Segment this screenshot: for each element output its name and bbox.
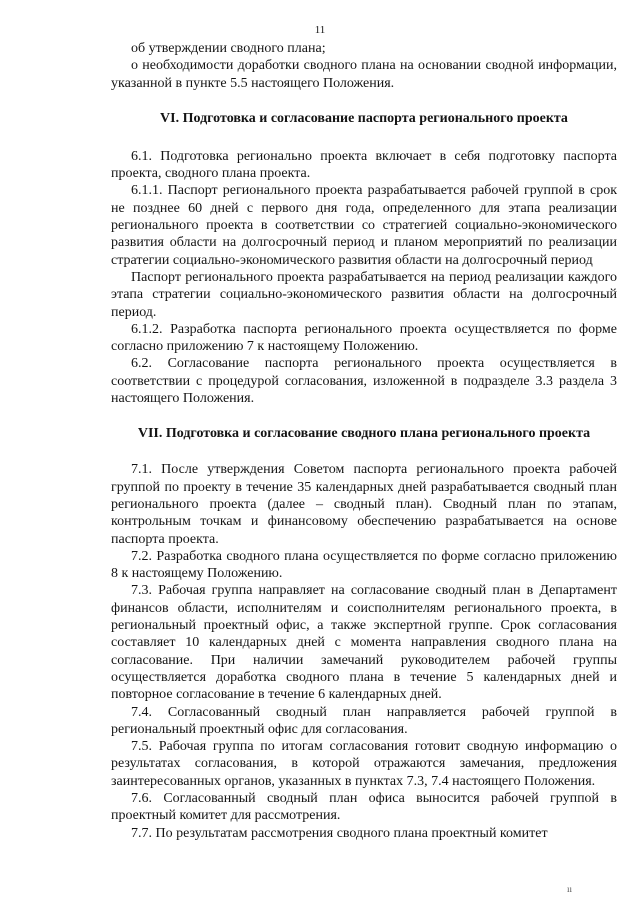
paragraph: 7.6. Согласованный сводный план офиса выносится рабочей группой в проектный комитет для рассмотрения. bbox=[111, 790, 617, 824]
paragraph: 6.2. Согласование паспорта регионального проекта осуществляется в соответствии с процедурой согласования, изложенной в подразделе 3.3 раздела 3 настоящего Положения. bbox=[111, 356, 617, 407]
section-heading: VI. Подготовка и согласование паспорта регионального проекта bbox=[160, 110, 568, 126]
paragraph: 7.3. Рабочая группа направляет на согласование сводный план в Департамент финансов области, исполнителям и соисполнителям регионального проекта, в региональный проектный офис, а также экспертной группе. Срок согласования составляет 10 календарных дней с момента направления сводного плана на согласование. При наличии замечаний руководителем рабочей группы осуществляется доработка сводного плана в течение 5 календарных дней и повторное согласование в течение 6 календарных дней. bbox=[111, 583, 617, 703]
page-number: 11 bbox=[314, 24, 326, 36]
paragraph: 6.1. Подготовка регионально проекта включает в себя подготовку паспорта проекта, сводного плана проекта. bbox=[111, 148, 617, 182]
paragraph: об утверждении сводного плана; bbox=[131, 41, 326, 56]
section-heading: VII. Подготовка и согласование сводного плана регионального проекта bbox=[137, 426, 591, 442]
paragraph: 7.2. Разработка сводного плана осуществляется по форме согласно приложению 8 к настоящему Положению. bbox=[111, 548, 617, 582]
scan-mark: ıı bbox=[567, 884, 573, 894]
paragraph: Паспорт регионального проекта разрабатывается на период реализации каждого этапа стратегии социально-экономического развития области на долгосрочный период. bbox=[111, 269, 617, 320]
paragraph: 7.7. По результатам рассмотрения сводного плана проектный комитет bbox=[131, 825, 548, 841]
paragraph: о необходимости доработки сводного плана на основании сводной информации, указанной в пункте 5.5 настоящего Положения. bbox=[111, 58, 617, 91]
paragraph: 7.5. Рабочая группа по итогам согласования готовит сводную информацию о результатах согласования, в которой отражаются замечания, предложения заинтересованных органов, указанных в пунктах 7.3, 7.4 настоящего Положения. bbox=[111, 739, 617, 789]
document-body bbox=[111, 40, 617, 842]
paragraph: 7.1. После утверждения Советом паспорта регионального проекта рабочей группой по проекту в течение 35 календарных дней разрабатывается сводный план регионального проекта (далее – сводный план). Сводный план по этапам, контрольным точкам и финансовому обеспечению разрабатывается на основе паспорта проекта. bbox=[111, 462, 617, 547]
paragraph: 7.4. Согласованный сводный план направляется рабочей группой в региональный проектный офис для согласования. bbox=[111, 704, 617, 737]
paragraph: 6.1.1. Паспорт регионального проекта разрабатывается рабочей группой в срок не позднее 60 дней с первого дня года, определенного для этапа реализации регионального проекта в соответствии со стратегией социально-экономического развития области на долгосрочный период и планом мероприятий по реализации стратегии социально-экономического развития области на долгосрочный период bbox=[111, 183, 617, 268]
paragraph: 6.1.2. Разработка паспорта регионального проекта осуществляется по форме согласно приложению 7 к настоящему Положению. bbox=[111, 321, 617, 355]
